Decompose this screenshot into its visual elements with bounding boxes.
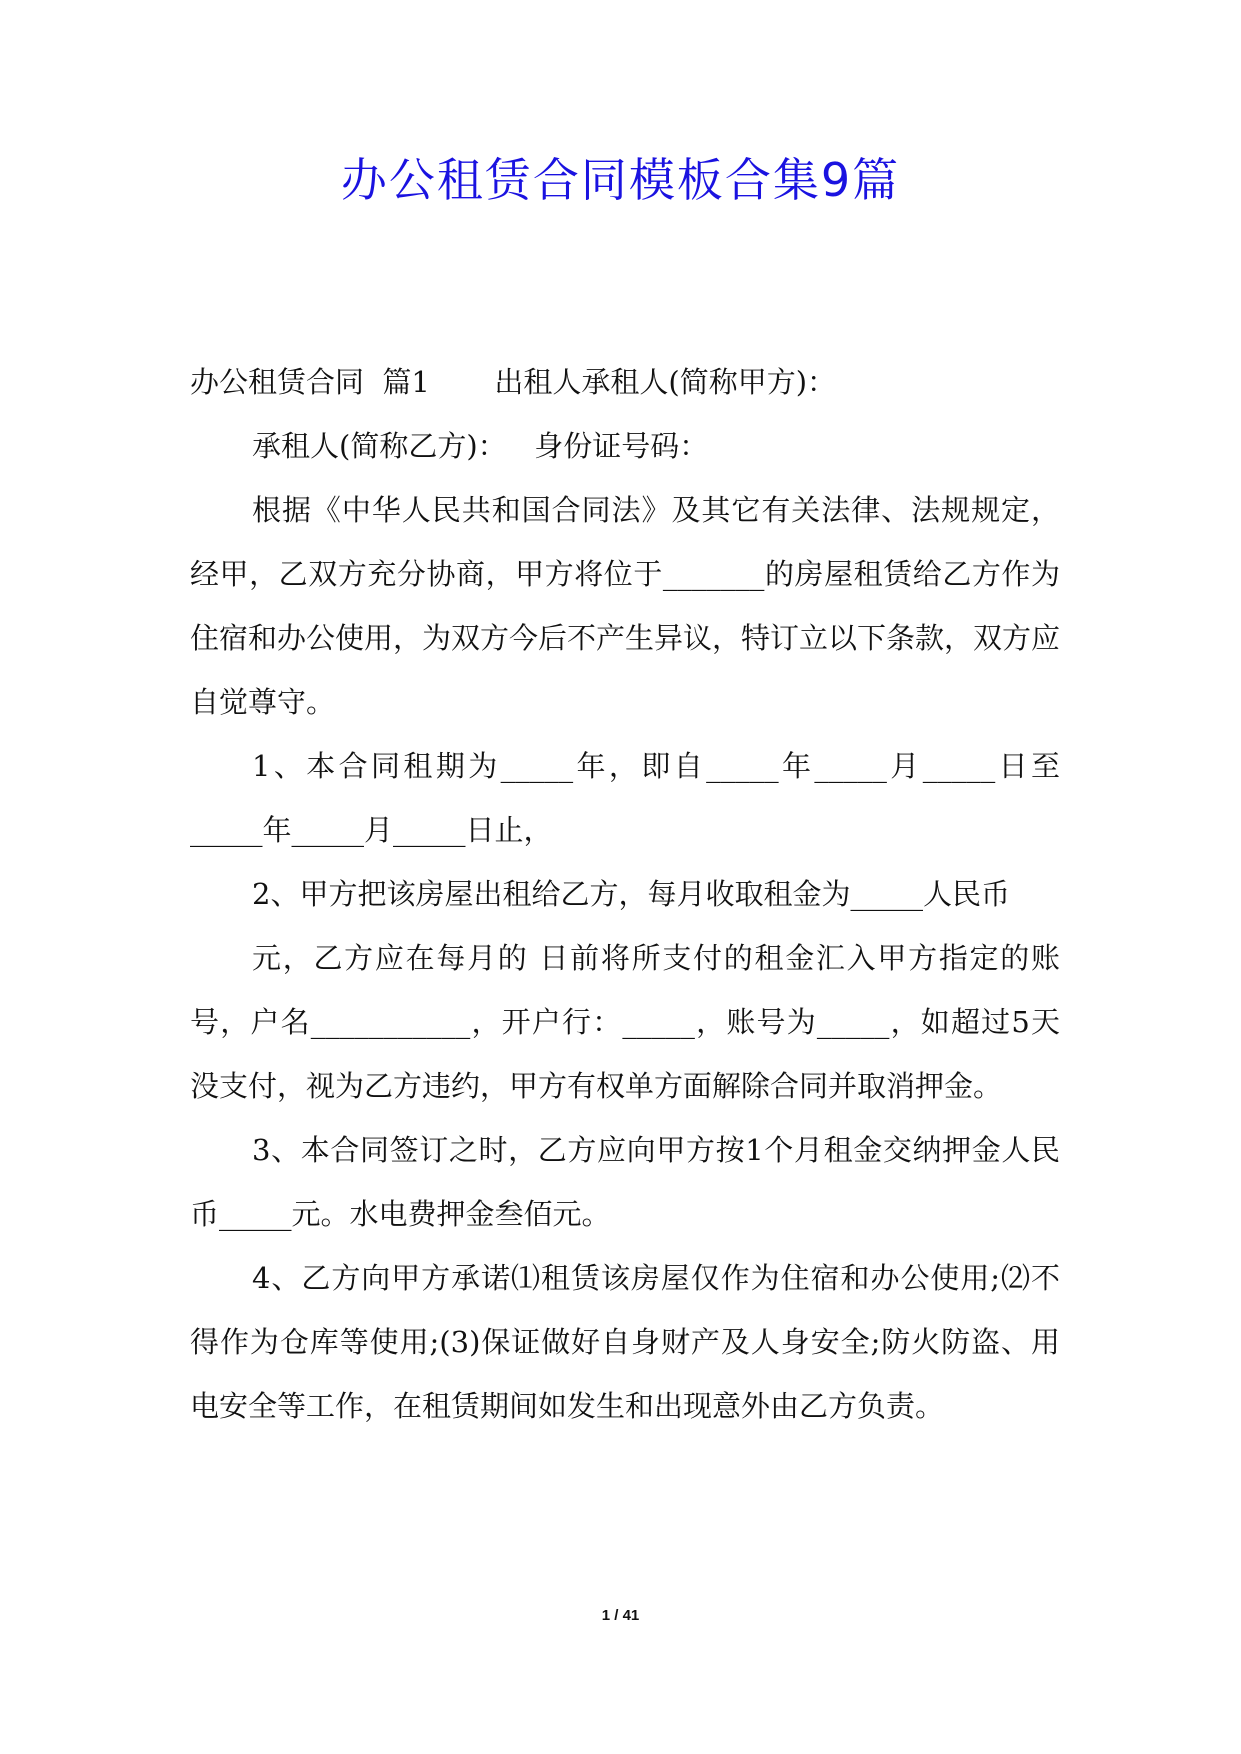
paragraph-clause-2: 2、甲方把该房屋出租给乙方，每月收取租金为_____人民币 [252,877,1010,911]
paragraph-preamble: 根据《中华人民共和国合同法》及其它有关法律、法规规定，经甲，乙双方充分协商，甲方将位于_______的房屋租赁给乙方作为住宿和办公使用，为双方今后不产生异议，特订立以下条款，双方应自觉尊守。 [190,493,1061,719]
paragraph-clause-4: 4、乙方向甲方承诺⑴租赁该房屋仅作为住宿和办公使用;⑵不得作为仓库等使用;(3)保证做好自身财产及人身安全;防火防盗、用电安全等工作，在租赁期间如发生和出现意外由乙方负责。 [190,1261,1060,1423]
document-title: 办公租赁合同模板合集9篇 [340,153,901,207]
paragraph-clause-2-cont: 元，乙方应在每月的 日前将所支付的租金汇入甲方指定的账号，户名___________，开户行：_____，账号为_____，如超过5天没支付，视为乙方违约，甲方有权单方面解除合同并取消押金。 [190,941,1060,1103]
page-number: 1 / 41 [601,1607,640,1624]
paragraph-clause-3: 3、本合同签订之时，乙方应向甲方按1个月租金交纳押金人民币_____元。水电费押金叁佰元。 [190,1133,1060,1231]
document-body [190,350,1060,1438]
paragraph-heading: 办公租赁合同 篇1 出租人承租人(简称甲方)： [190,365,837,399]
paragraph-clause-1: 1、本合同租期为_____年，即自_____年_____月_____日至_____年_____月_____日止， [190,749,1060,847]
paragraph-lessee: 承租人(简称乙方)： 身份证号码： [252,429,709,463]
